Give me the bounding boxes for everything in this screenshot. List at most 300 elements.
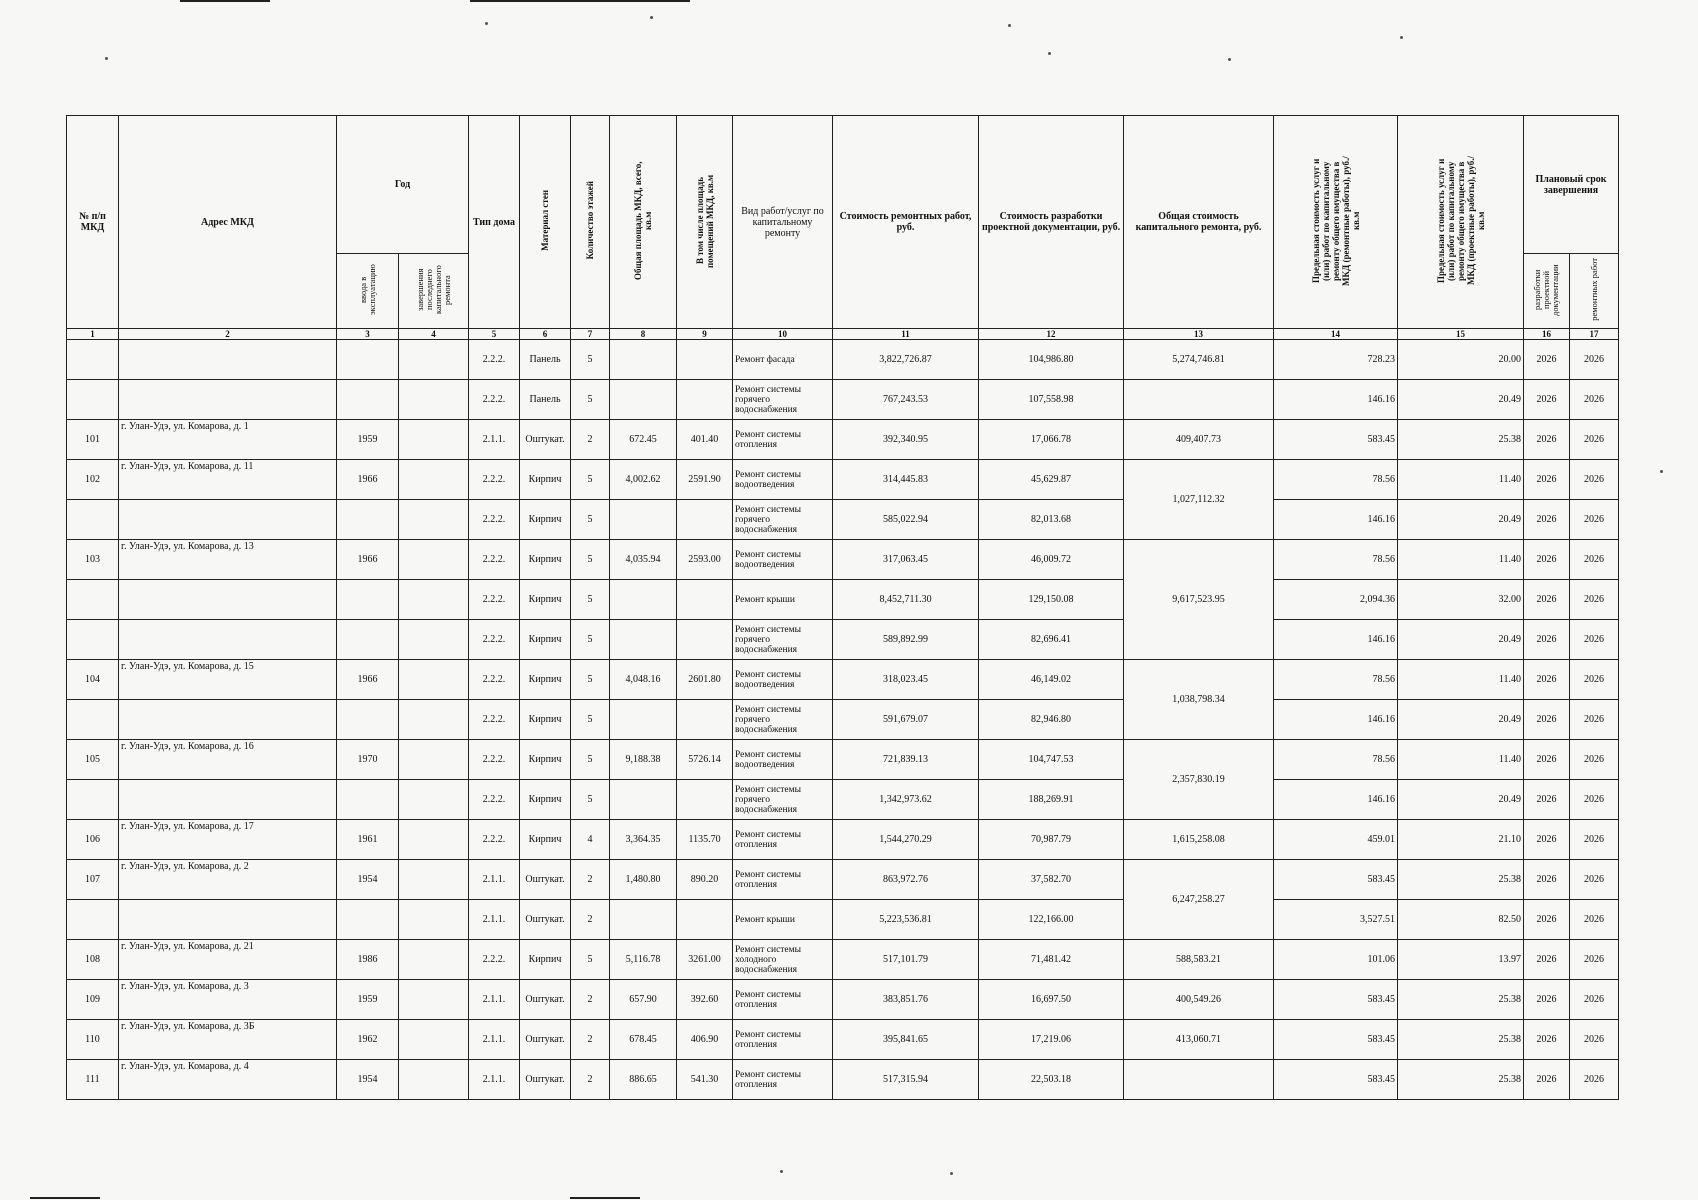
cell-total-area — [610, 580, 677, 620]
cell-limit-repair: 583.45 — [1274, 860, 1398, 900]
cell-num — [67, 780, 119, 820]
cell-deadline-design: 2026 — [1524, 860, 1570, 900]
cell-total-area: 4,035.94 — [610, 540, 677, 580]
cell-repair-cost: 863,972.76 — [833, 860, 979, 900]
cell-design-cost: 104,747.53 — [979, 740, 1124, 780]
cell-limit-repair: 3,527.51 — [1274, 900, 1398, 940]
cell-limit-design: 20.49 — [1398, 380, 1524, 420]
cell-work-type: Ремонт системы водоотведения — [733, 540, 833, 580]
table-row — [67, 900, 1619, 940]
cell-year-commission — [337, 780, 399, 820]
cell-limit-design: 11.40 — [1398, 660, 1524, 700]
cell-deadline-design: 2026 — [1524, 340, 1570, 380]
cell-design-cost: 82,013.68 — [979, 500, 1124, 540]
cell-repair-cost: 317,063.45 — [833, 540, 979, 580]
header-year-commission — [337, 254, 399, 329]
scan-speck — [105, 57, 108, 60]
cell-floors: 5 — [571, 500, 610, 540]
cell-total-area — [610, 620, 677, 660]
cell-work-type: Ремонт системы горячего водоснабжения — [733, 500, 833, 540]
cell-repair-cost: 585,022.94 — [833, 500, 979, 540]
cell-total-cost: 2,357,830.19 — [1124, 740, 1274, 820]
header-total-area — [610, 116, 677, 329]
cell-premises-area — [677, 580, 733, 620]
cell-repair-cost: 392,340.95 — [833, 420, 979, 460]
cell-deadline-design: 2026 — [1524, 620, 1570, 660]
cell-deadline-repair: 2026 — [1570, 540, 1619, 580]
cell-address — [119, 340, 337, 380]
cell-limit-design: 11.40 — [1398, 740, 1524, 780]
cell-premises-area: 401.40 — [677, 420, 733, 460]
cell-limit-repair: 146.16 — [1274, 700, 1398, 740]
cell-deadline-repair: 2026 — [1570, 900, 1619, 940]
cell-wall-material: Оштукат. — [520, 1020, 571, 1060]
cell-work-type: Ремонт системы водоотведения — [733, 740, 833, 780]
cell-floors: 2 — [571, 900, 610, 940]
cell-wall-material: Кирпич — [520, 500, 571, 540]
column-number: 5 — [469, 329, 520, 340]
cell-year-commission: 1961 — [337, 820, 399, 860]
cell-design-cost: 46,009.72 — [979, 540, 1124, 580]
cell-work-type: Ремонт системы холодного водоснабжения — [733, 940, 833, 980]
header-limit-repair-text: Предельная стоимость услуг и (или) работ по капитальному ремонту общего имущества в МКД (ремонтные работы), руб./кв.м — [1310, 155, 1361, 286]
cell-floors: 5 — [571, 380, 610, 420]
cell-limit-design: 20.49 — [1398, 780, 1524, 820]
header-wall-material-text: Материал стен — [540, 190, 551, 251]
cell-floors: 2 — [571, 1060, 610, 1100]
cell-premises-area — [677, 620, 733, 660]
cell-work-type: Ремонт крыши — [733, 900, 833, 940]
header-floors-text: Количество этажей — [585, 181, 596, 260]
column-number: 14 — [1274, 329, 1398, 340]
cell-premises-area: 2591.90 — [677, 460, 733, 500]
column-number: 17 — [1570, 329, 1619, 340]
cell-house-type: 2.2.2. — [469, 820, 520, 860]
scan-edge-mark — [470, 0, 690, 2]
cell-design-cost: 82,946.80 — [979, 700, 1124, 740]
cell-year-commission: 1966 — [337, 540, 399, 580]
cell-wall-material: Кирпич — [520, 820, 571, 860]
cell-address — [119, 380, 337, 420]
cell-wall-material: Оштукат. — [520, 860, 571, 900]
cell-wall-material: Оштукат. — [520, 1060, 571, 1100]
cell-deadline-design: 2026 — [1524, 740, 1570, 780]
cell-deadline-design: 2026 — [1524, 540, 1570, 580]
cell-deadline-design: 2026 — [1524, 380, 1570, 420]
header-limit-design — [1398, 116, 1524, 329]
cell-house-type: 2.2.2. — [469, 700, 520, 740]
table-row — [67, 620, 1619, 660]
cell-year-commission: 1962 — [337, 1020, 399, 1060]
cell-work-type: Ремонт системы отопления — [733, 980, 833, 1020]
cell-deadline-repair: 2026 — [1570, 420, 1619, 460]
cell-repair-cost: 589,892.99 — [833, 620, 979, 660]
cell-deadline-repair: 2026 — [1570, 980, 1619, 1020]
cell-work-type: Ремонт системы водоотведения — [733, 660, 833, 700]
cell-house-type: 2.2.2. — [469, 380, 520, 420]
cell-floors: 5 — [571, 660, 610, 700]
cell-limit-design: 20.49 — [1398, 500, 1524, 540]
cell-deadline-repair: 2026 — [1570, 820, 1619, 860]
cell-total-area: 5,116.78 — [610, 940, 677, 980]
cell-limit-repair: 78.56 — [1274, 540, 1398, 580]
cell-floors: 5 — [571, 700, 610, 740]
cell-address — [119, 900, 337, 940]
cell-address — [119, 500, 337, 540]
cell-repair-cost: 721,839.13 — [833, 740, 979, 780]
cell-floors: 2 — [571, 860, 610, 900]
cell-work-type: Ремонт системы отопления — [733, 420, 833, 460]
header-total-cost: Общая стоимость капитального ремонта, руб. — [1124, 116, 1274, 329]
table-body — [67, 340, 1619, 1100]
cell-total-cost: 1,038,798.34 — [1124, 660, 1274, 740]
cell-limit-repair: 459.01 — [1274, 820, 1398, 860]
cell-total-cost — [1124, 380, 1274, 420]
cell-limit-repair: 78.56 — [1274, 660, 1398, 700]
scan-speck — [485, 22, 488, 25]
table-row — [67, 980, 1619, 1020]
cell-total-cost: 6,247,258.27 — [1124, 860, 1274, 940]
cell-wall-material: Панель — [520, 380, 571, 420]
cell-total-cost: 9,617,523.95 — [1124, 540, 1274, 660]
table-row — [67, 340, 1619, 380]
cell-limit-design: 11.40 — [1398, 460, 1524, 500]
cell-repair-cost: 383,851.76 — [833, 980, 979, 1020]
cell-year-last-repair — [399, 540, 469, 580]
cell-year-last-repair — [399, 580, 469, 620]
cell-repair-cost: 591,679.07 — [833, 700, 979, 740]
cell-deadline-design: 2026 — [1524, 820, 1570, 860]
cell-design-cost: 46,149.02 — [979, 660, 1124, 700]
cell-deadline-design: 2026 — [1524, 1020, 1570, 1060]
table-row — [67, 460, 1619, 500]
header-deadline-repair-text: ремонтных работ — [1588, 258, 1599, 321]
cell-year-last-repair — [399, 900, 469, 940]
cell-limit-repair: 146.16 — [1274, 780, 1398, 820]
cell-floors: 5 — [571, 580, 610, 620]
table-row — [67, 500, 1619, 540]
cell-wall-material: Панель — [520, 340, 571, 380]
cell-design-cost: 16,697.50 — [979, 980, 1124, 1020]
cell-premises-area — [677, 900, 733, 940]
cell-deadline-design: 2026 — [1524, 500, 1570, 540]
header-num: № п/п МКД — [67, 116, 119, 329]
cell-limit-design: 25.38 — [1398, 1060, 1524, 1100]
header-work-type: Вид работ/услуг по капитальному ремонту — [733, 116, 833, 329]
cell-deadline-repair: 2026 — [1570, 700, 1619, 740]
cell-wall-material: Кирпич — [520, 700, 571, 740]
cell-deadline-repair: 2026 — [1570, 940, 1619, 980]
cell-address: г. Улан-Удэ, ул. Комарова, д. 4 — [119, 1060, 337, 1100]
header-premises-area — [677, 116, 733, 329]
header-deadline-repair — [1570, 254, 1619, 329]
cell-total-cost: 1,027,112.32 — [1124, 460, 1274, 540]
cell-work-type: Ремонт фасада — [733, 340, 833, 380]
table-row — [67, 1060, 1619, 1100]
cell-num: 111 — [67, 1060, 119, 1100]
cell-limit-repair: 146.16 — [1274, 500, 1398, 540]
cell-house-type: 2.2.2. — [469, 500, 520, 540]
cell-year-last-repair — [399, 340, 469, 380]
cell-year-last-repair — [399, 460, 469, 500]
cell-floors: 5 — [571, 940, 610, 980]
cell-floors: 5 — [571, 540, 610, 580]
header-premises-area-text: В том числе площадь помещений МКД, кв.м — [694, 173, 715, 268]
header-year-commission-text: ввода в эксплуатацию — [357, 264, 377, 315]
cell-floors: 5 — [571, 620, 610, 660]
cell-premises-area: 2601.80 — [677, 660, 733, 700]
header-deadline-design-text: разработки проектной документации — [1532, 263, 1561, 316]
scan-speck — [950, 1172, 953, 1175]
cell-repair-cost: 1,544,270.29 — [833, 820, 979, 860]
column-number: 8 — [610, 329, 677, 340]
cell-total-cost: 413,060.71 — [1124, 1020, 1274, 1060]
cell-house-type: 2.2.2. — [469, 580, 520, 620]
cell-limit-design: 25.38 — [1398, 420, 1524, 460]
column-number: 9 — [677, 329, 733, 340]
cell-deadline-design: 2026 — [1524, 1060, 1570, 1100]
cell-repair-cost: 517,101.79 — [833, 940, 979, 980]
cell-design-cost: 122,166.00 — [979, 900, 1124, 940]
cell-address: г. Улан-Удэ, ул. Комарова, д. 17 — [119, 820, 337, 860]
cell-design-cost: 22,503.18 — [979, 1060, 1124, 1100]
cell-total-area: 657.90 — [610, 980, 677, 1020]
header-address: Адрес МКД — [119, 116, 337, 329]
cell-premises-area: 3261.00 — [677, 940, 733, 980]
cell-year-last-repair — [399, 1020, 469, 1060]
cell-deadline-repair: 2026 — [1570, 660, 1619, 700]
cell-repair-cost: 395,841.65 — [833, 1020, 979, 1060]
cell-repair-cost: 517,315.94 — [833, 1060, 979, 1100]
cell-wall-material: Оштукат. — [520, 980, 571, 1020]
capital-repair-table — [66, 115, 1619, 1100]
cell-limit-repair: 78.56 — [1274, 740, 1398, 780]
cell-work-type: Ремонт системы отопления — [733, 820, 833, 860]
header-wall-material — [520, 116, 571, 329]
cell-house-type: 2.2.2. — [469, 460, 520, 500]
scan-speck — [1660, 470, 1663, 473]
cell-year-commission: 1966 — [337, 660, 399, 700]
table-row — [67, 660, 1619, 700]
cell-total-area: 886.65 — [610, 1060, 677, 1100]
cell-deadline-repair: 2026 — [1570, 1020, 1619, 1060]
cell-wall-material: Оштукат. — [520, 900, 571, 940]
cell-total-area — [610, 500, 677, 540]
header-deadline: Плановый срок завершения — [1524, 116, 1619, 254]
cell-num — [67, 500, 119, 540]
cell-repair-cost: 318,023.45 — [833, 660, 979, 700]
cell-house-type: 2.1.1. — [469, 1060, 520, 1100]
cell-design-cost: 45,629.87 — [979, 460, 1124, 500]
cell-limit-repair: 728.23 — [1274, 340, 1398, 380]
header-year: Год — [337, 116, 469, 254]
cell-floors: 2 — [571, 1020, 610, 1060]
cell-premises-area: 5726.14 — [677, 740, 733, 780]
cell-design-cost: 70,987.79 — [979, 820, 1124, 860]
cell-work-type: Ремонт системы отопления — [733, 1060, 833, 1100]
cell-premises-area: 890.20 — [677, 860, 733, 900]
cell-work-type: Ремонт системы отопления — [733, 860, 833, 900]
cell-work-type: Ремонт крыши — [733, 580, 833, 620]
cell-address: г. Улан-Удэ, ул. Комарова, д. 21 — [119, 940, 337, 980]
cell-premises-area — [677, 780, 733, 820]
cell-house-type: 2.1.1. — [469, 900, 520, 940]
cell-deadline-repair: 2026 — [1570, 460, 1619, 500]
scan-speck — [780, 1170, 783, 1173]
cell-wall-material: Кирпич — [520, 780, 571, 820]
cell-house-type: 2.2.2. — [469, 780, 520, 820]
table-row — [67, 580, 1619, 620]
cell-num: 109 — [67, 980, 119, 1020]
cell-deadline-design: 2026 — [1524, 420, 1570, 460]
cell-limit-repair: 583.45 — [1274, 1020, 1398, 1060]
cell-floors: 5 — [571, 460, 610, 500]
cell-num: 106 — [67, 820, 119, 860]
table-row — [67, 540, 1619, 580]
cell-house-type: 2.1.1. — [469, 1020, 520, 1060]
cell-premises-area — [677, 700, 733, 740]
cell-repair-cost: 3,822,726.87 — [833, 340, 979, 380]
cell-year-commission: 1986 — [337, 940, 399, 980]
cell-total-area: 4,048.16 — [610, 660, 677, 700]
cell-floors: 2 — [571, 980, 610, 1020]
cell-design-cost: 129,150.08 — [979, 580, 1124, 620]
cell-year-last-repair — [399, 700, 469, 740]
column-number: 4 — [399, 329, 469, 340]
cell-year-commission: 1966 — [337, 460, 399, 500]
cell-limit-repair: 146.16 — [1274, 380, 1398, 420]
cell-house-type: 2.1.1. — [469, 980, 520, 1020]
cell-house-type: 2.2.2. — [469, 940, 520, 980]
cell-year-last-repair — [399, 420, 469, 460]
cell-address: г. Улан-Удэ, ул. Комарова, д. 15 — [119, 660, 337, 700]
cell-premises-area — [677, 500, 733, 540]
header-year-last-repair — [399, 254, 469, 329]
column-number: 11 — [833, 329, 979, 340]
table-row — [67, 940, 1619, 980]
cell-year-commission: 1954 — [337, 860, 399, 900]
cell-work-type: Ремонт системы горячего водоснабжения — [733, 380, 833, 420]
cell-limit-repair: 583.45 — [1274, 1060, 1398, 1100]
table-row — [67, 1020, 1619, 1060]
cell-design-cost: 37,582.70 — [979, 860, 1124, 900]
cell-house-type: 2.2.2. — [469, 620, 520, 660]
cell-num: 104 — [67, 660, 119, 700]
cell-year-commission: 1954 — [337, 1060, 399, 1100]
cell-wall-material: Кирпич — [520, 540, 571, 580]
cell-year-commission — [337, 380, 399, 420]
header-deadline-design — [1524, 254, 1570, 329]
cell-wall-material: Кирпич — [520, 740, 571, 780]
cell-limit-design: 82.50 — [1398, 900, 1524, 940]
cell-limit-repair: 583.45 — [1274, 980, 1398, 1020]
header-design-cost: Стоимость разработки проектной документации, руб. — [979, 116, 1124, 329]
table-row — [67, 380, 1619, 420]
cell-floors: 5 — [571, 340, 610, 380]
cell-design-cost: 71,481.42 — [979, 940, 1124, 980]
header-total-area-text: Общая площадь МКД, всего, кв.м — [633, 161, 654, 280]
cell-wall-material: Кирпич — [520, 620, 571, 660]
cell-deadline-repair: 2026 — [1570, 1060, 1619, 1100]
cell-num: 110 — [67, 1020, 119, 1060]
cell-deadline-design: 2026 — [1524, 700, 1570, 740]
cell-num: 102 — [67, 460, 119, 500]
cell-total-area — [610, 340, 677, 380]
cell-limit-repair: 583.45 — [1274, 420, 1398, 460]
cell-work-type: Ремонт системы водоотведения — [733, 460, 833, 500]
cell-year-commission: 1959 — [337, 420, 399, 460]
cell-deadline-design: 2026 — [1524, 940, 1570, 980]
cell-floors: 2 — [571, 420, 610, 460]
cell-design-cost: 17,066.78 — [979, 420, 1124, 460]
column-number: 1 — [67, 329, 119, 340]
column-number: 16 — [1524, 329, 1570, 340]
cell-year-last-repair — [399, 660, 469, 700]
cell-work-type: Ремонт системы горячего водоснабжения — [733, 700, 833, 740]
cell-deadline-design: 2026 — [1524, 460, 1570, 500]
cell-total-cost: 409,407.73 — [1124, 420, 1274, 460]
table-row — [67, 820, 1619, 860]
column-number: 10 — [733, 329, 833, 340]
header-limit-repair — [1274, 116, 1398, 329]
cell-deadline-design: 2026 — [1524, 900, 1570, 940]
cell-year-commission — [337, 580, 399, 620]
cell-address — [119, 580, 337, 620]
cell-deadline-repair: 2026 — [1570, 860, 1619, 900]
cell-address: г. Улан-Удэ, ул. Комарова, д. 3Б — [119, 1020, 337, 1060]
cell-total-area — [610, 900, 677, 940]
cell-year-commission: 1959 — [337, 980, 399, 1020]
header-limit-design-text: Предельная стоимость услуг и (или) работ по капитальному ремонту общего имущества в МКД (проектные работы), руб./кв.м — [1435, 156, 1486, 285]
cell-work-type: Ремонт системы отопления — [733, 1020, 833, 1060]
cell-address — [119, 700, 337, 740]
header-repair-cost: Стоимость ремонтных работ, руб. — [833, 116, 979, 329]
cell-work-type: Ремонт системы горячего водоснабжения — [733, 780, 833, 820]
cell-limit-design: 20.00 — [1398, 340, 1524, 380]
cell-year-last-repair — [399, 860, 469, 900]
cell-limit-design: 11.40 — [1398, 540, 1524, 580]
cell-deadline-repair: 2026 — [1570, 740, 1619, 780]
cell-year-last-repair — [399, 980, 469, 1020]
cell-house-type: 2.2.2. — [469, 740, 520, 780]
cell-deadline-design: 2026 — [1524, 580, 1570, 620]
cell-floors: 4 — [571, 820, 610, 860]
cell-num — [67, 700, 119, 740]
cell-total-cost — [1124, 1060, 1274, 1100]
cell-num — [67, 380, 119, 420]
scan-speck — [1228, 58, 1231, 61]
column-number: 7 — [571, 329, 610, 340]
cell-num: 101 — [67, 420, 119, 460]
cell-repair-cost: 8,452,711.30 — [833, 580, 979, 620]
cell-num — [67, 900, 119, 940]
cell-total-area: 3,364.35 — [610, 820, 677, 860]
scan-edge-mark — [570, 1197, 640, 1199]
cell-total-area: 9,188.38 — [610, 740, 677, 780]
cell-house-type: 2.2.2. — [469, 540, 520, 580]
cell-total-area — [610, 780, 677, 820]
cell-deadline-repair: 2026 — [1570, 620, 1619, 660]
cell-limit-repair: 146.16 — [1274, 620, 1398, 660]
column-number: 12 — [979, 329, 1124, 340]
cell-house-type: 2.1.1. — [469, 420, 520, 460]
cell-design-cost: 104,986.80 — [979, 340, 1124, 380]
column-number: 13 — [1124, 329, 1274, 340]
cell-num — [67, 620, 119, 660]
cell-work-type: Ремонт системы горячего водоснабжения — [733, 620, 833, 660]
column-number: 6 — [520, 329, 571, 340]
table-row — [67, 420, 1619, 460]
